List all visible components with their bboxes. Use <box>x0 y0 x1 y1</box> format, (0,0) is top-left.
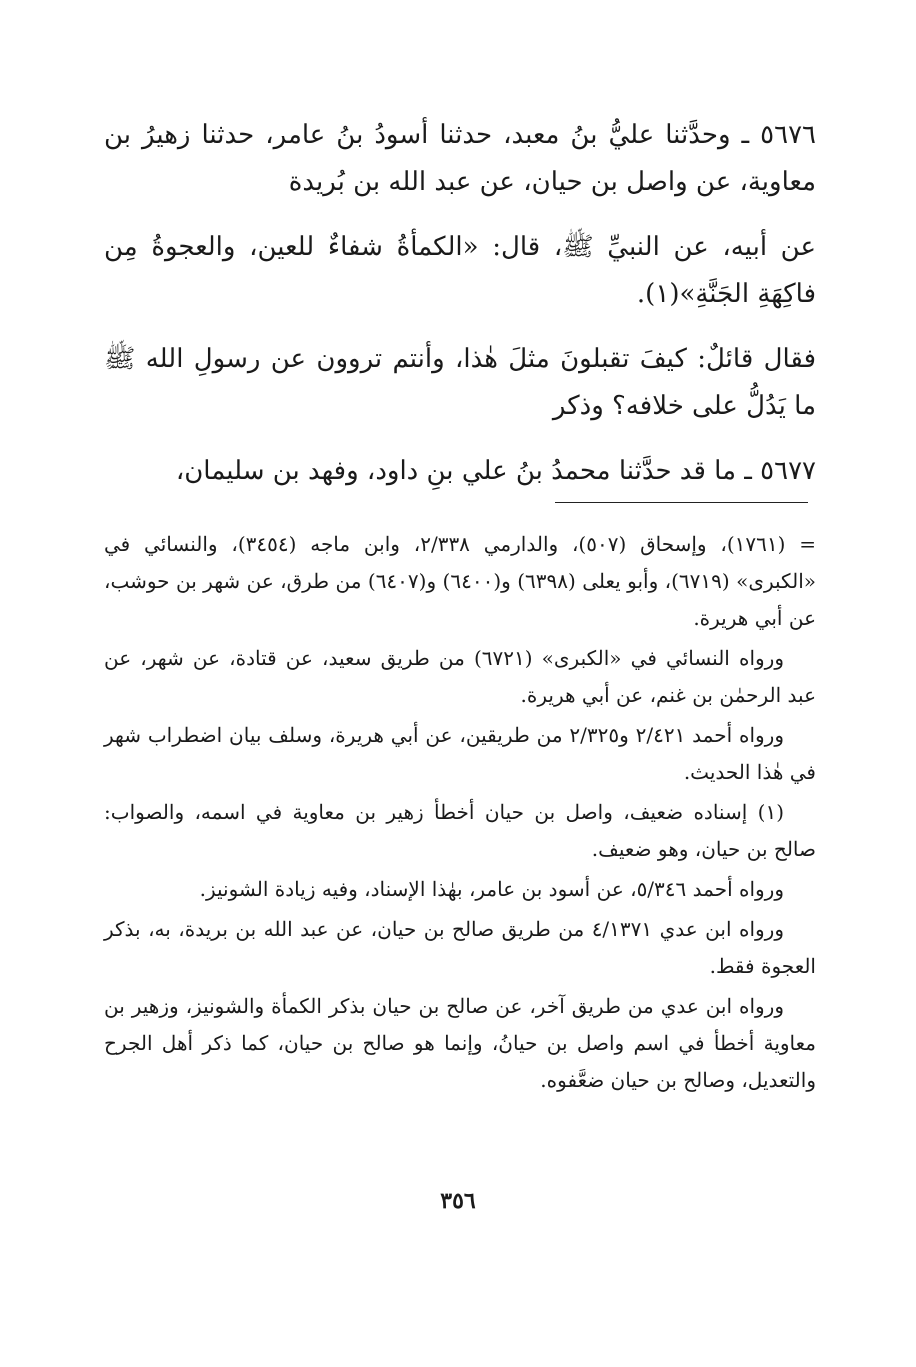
footnote-paragraph: ورواه أحمد ٥/٣٤٦، عن أسود بن عامر، بهٰذا الإسناد، وفيه زيادة الشونيز. <box>199 877 784 901</box>
footnote-paragraph: ورواه أحمد ٢/٤٢١ و٢/٣٢٥ من طريقين، عن أبي هريرة، وسلف بيان اضطراب شهر في هٰذا الحديث. <box>104 723 816 784</box>
footnote-paragraph: ورواه ابن عدي من طريق آخر، عن صالح بن حيان بذكر الكمأة والشونيز، وزهير بن معاوية أخطأ في اسم واصل بن حيانُ، وإنما هو صالح بن حيان، كما ذكر أهل الجرح والتعديل، وصالح بن حيان ضعَّفوه. <box>104 994 816 1092</box>
footnote-continuation: = (١٧٦١)، وإسحاق (٥٠٧)، والدارمي ٢/٣٣٨، وابن ماجه (٣٤٥٤)، والنسائي في «الكبرى» (٦٧١٩)، وأبو يعلى (٦٣٩٨) و(٦٤٠٠) و(٦٤٠٧) من طرق، عن شهر بن حوشب، عن أبي هريرة. <box>104 532 816 630</box>
objection-paragraph: فقال قائلٌ: كيفَ تقبلونَ مثلَ هٰذا، وأنتم تروون عن رسولِ الله ﷺ ما يَدُلُّ على خلافه؟ وذكر <box>104 344 816 421</box>
footnote-1: (١) إسناده ضعيف، واصل بن حيان أخطأ زهير بن معاوية في اسمه، والصواب: صالح بن حيان، وهو ضعيف. <box>104 800 816 861</box>
footnotes <box>104 526 816 1102</box>
footnote-paragraph: ورواه النسائي في «الكبرى» (٦٧٢١) من طريق سعيد، عن قتادة، عن شهر، عن عبد الرحمٰن بن غنم، عن أبي هريرة. <box>104 646 816 707</box>
hadith-5677-paragraph: ٥٦٧٧ ـ ما قد حدَّثنا محمدُ بنُ علي بنِ داود، وفهد بن سليمان، <box>175 456 816 486</box>
page-number: ٣٥٦ <box>440 1188 476 1214</box>
footnote-paragraph: ورواه ابن عدي ٤/١٣٧١ من طريق صالح بن حيان، عن عبد الله بن بريدة، به، بذكر العجوة فقط. <box>104 917 816 978</box>
hadith-5676-continuation: عن أبيه، عن النبيِّ ﷺ، قال: «الكمأةُ شفاءٌ للعين، والعجوةُ مِن فاكِهَةِ الجَنَّةِ»(١). <box>104 232 816 309</box>
hadith-5676-paragraph: ٥٦٧٦ ـ وحدَّثنا عليُّ بنُ معبد، حدثنا أسودُ بنُ عامر، حدثنا زهيرُ بن معاوية، عن واصل بن حيان، عن عبد الله بن بُريدة <box>104 120 816 197</box>
footnote-separator <box>555 502 808 503</box>
main-text <box>104 112 816 513</box>
